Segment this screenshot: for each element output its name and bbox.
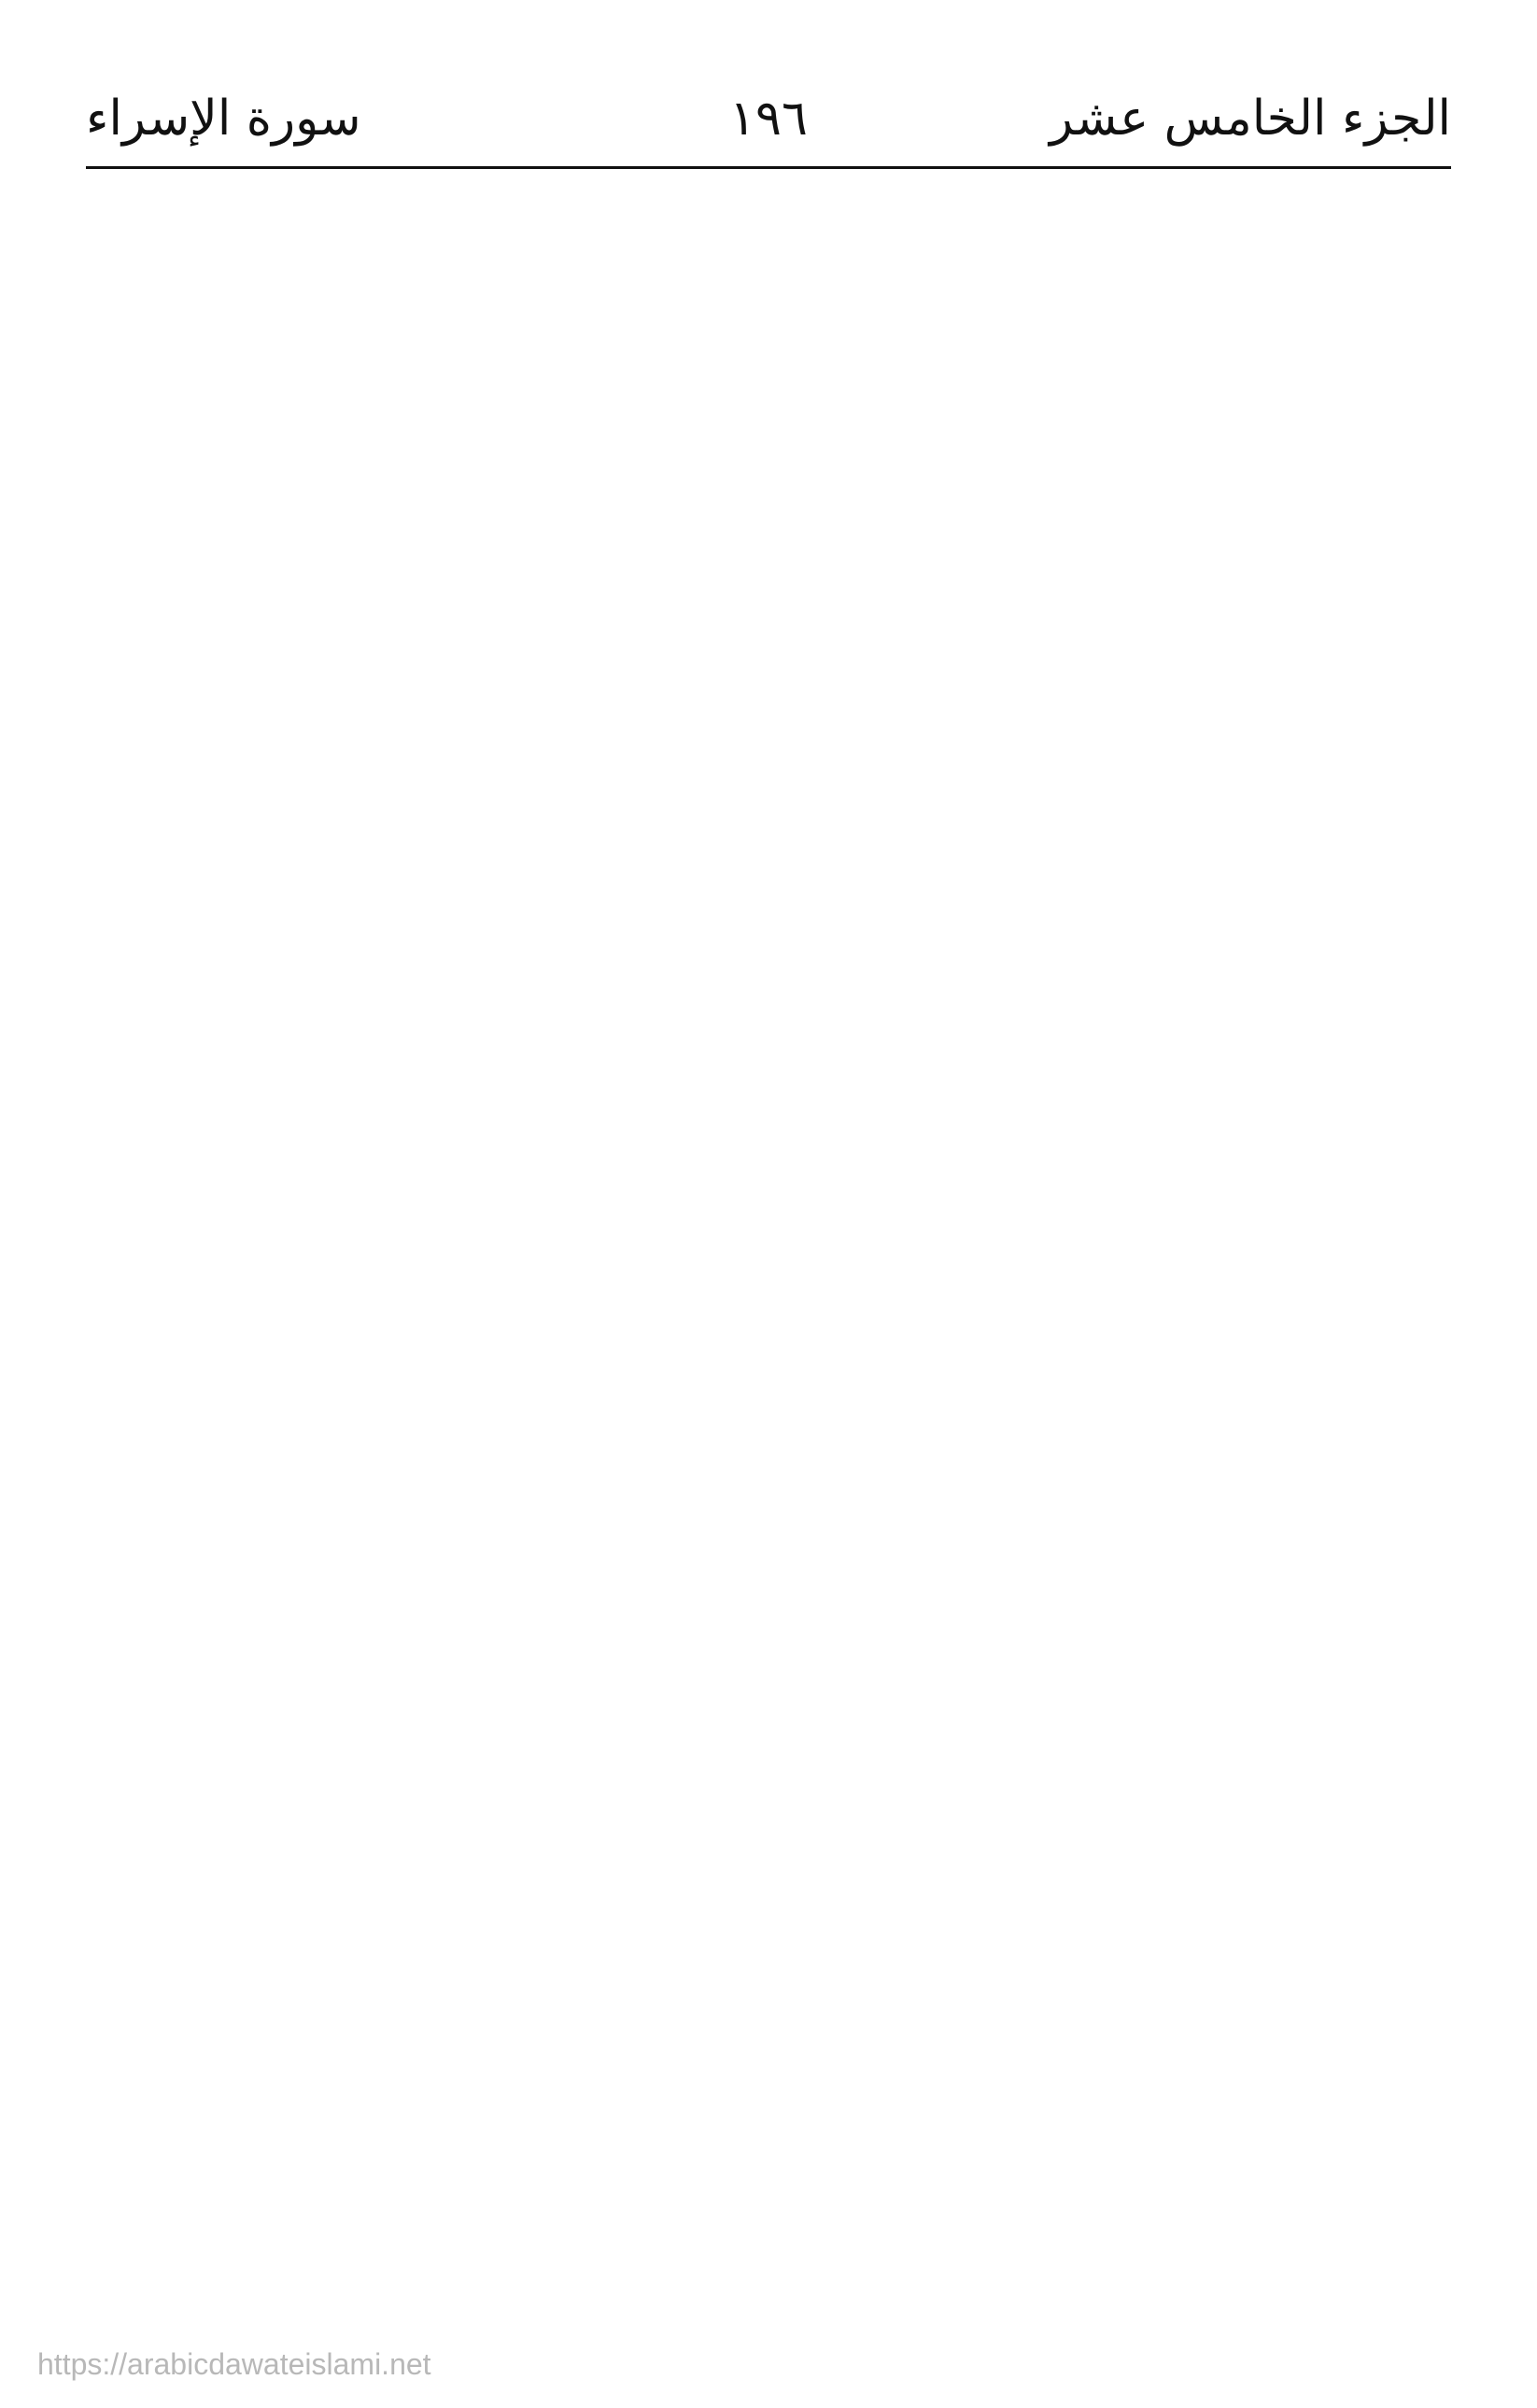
part-title: الجزء الخامس عشر (1049, 91, 1451, 147)
header-divider (86, 166, 1451, 169)
body-text-area (86, 187, 1451, 2277)
running-head (86, 80, 1451, 157)
page-number: ١٩٦ (729, 91, 808, 147)
surah-title: سورة الإسراء (86, 91, 361, 147)
watermark-url: https://arabicdawateislami.net (37, 2347, 431, 2381)
